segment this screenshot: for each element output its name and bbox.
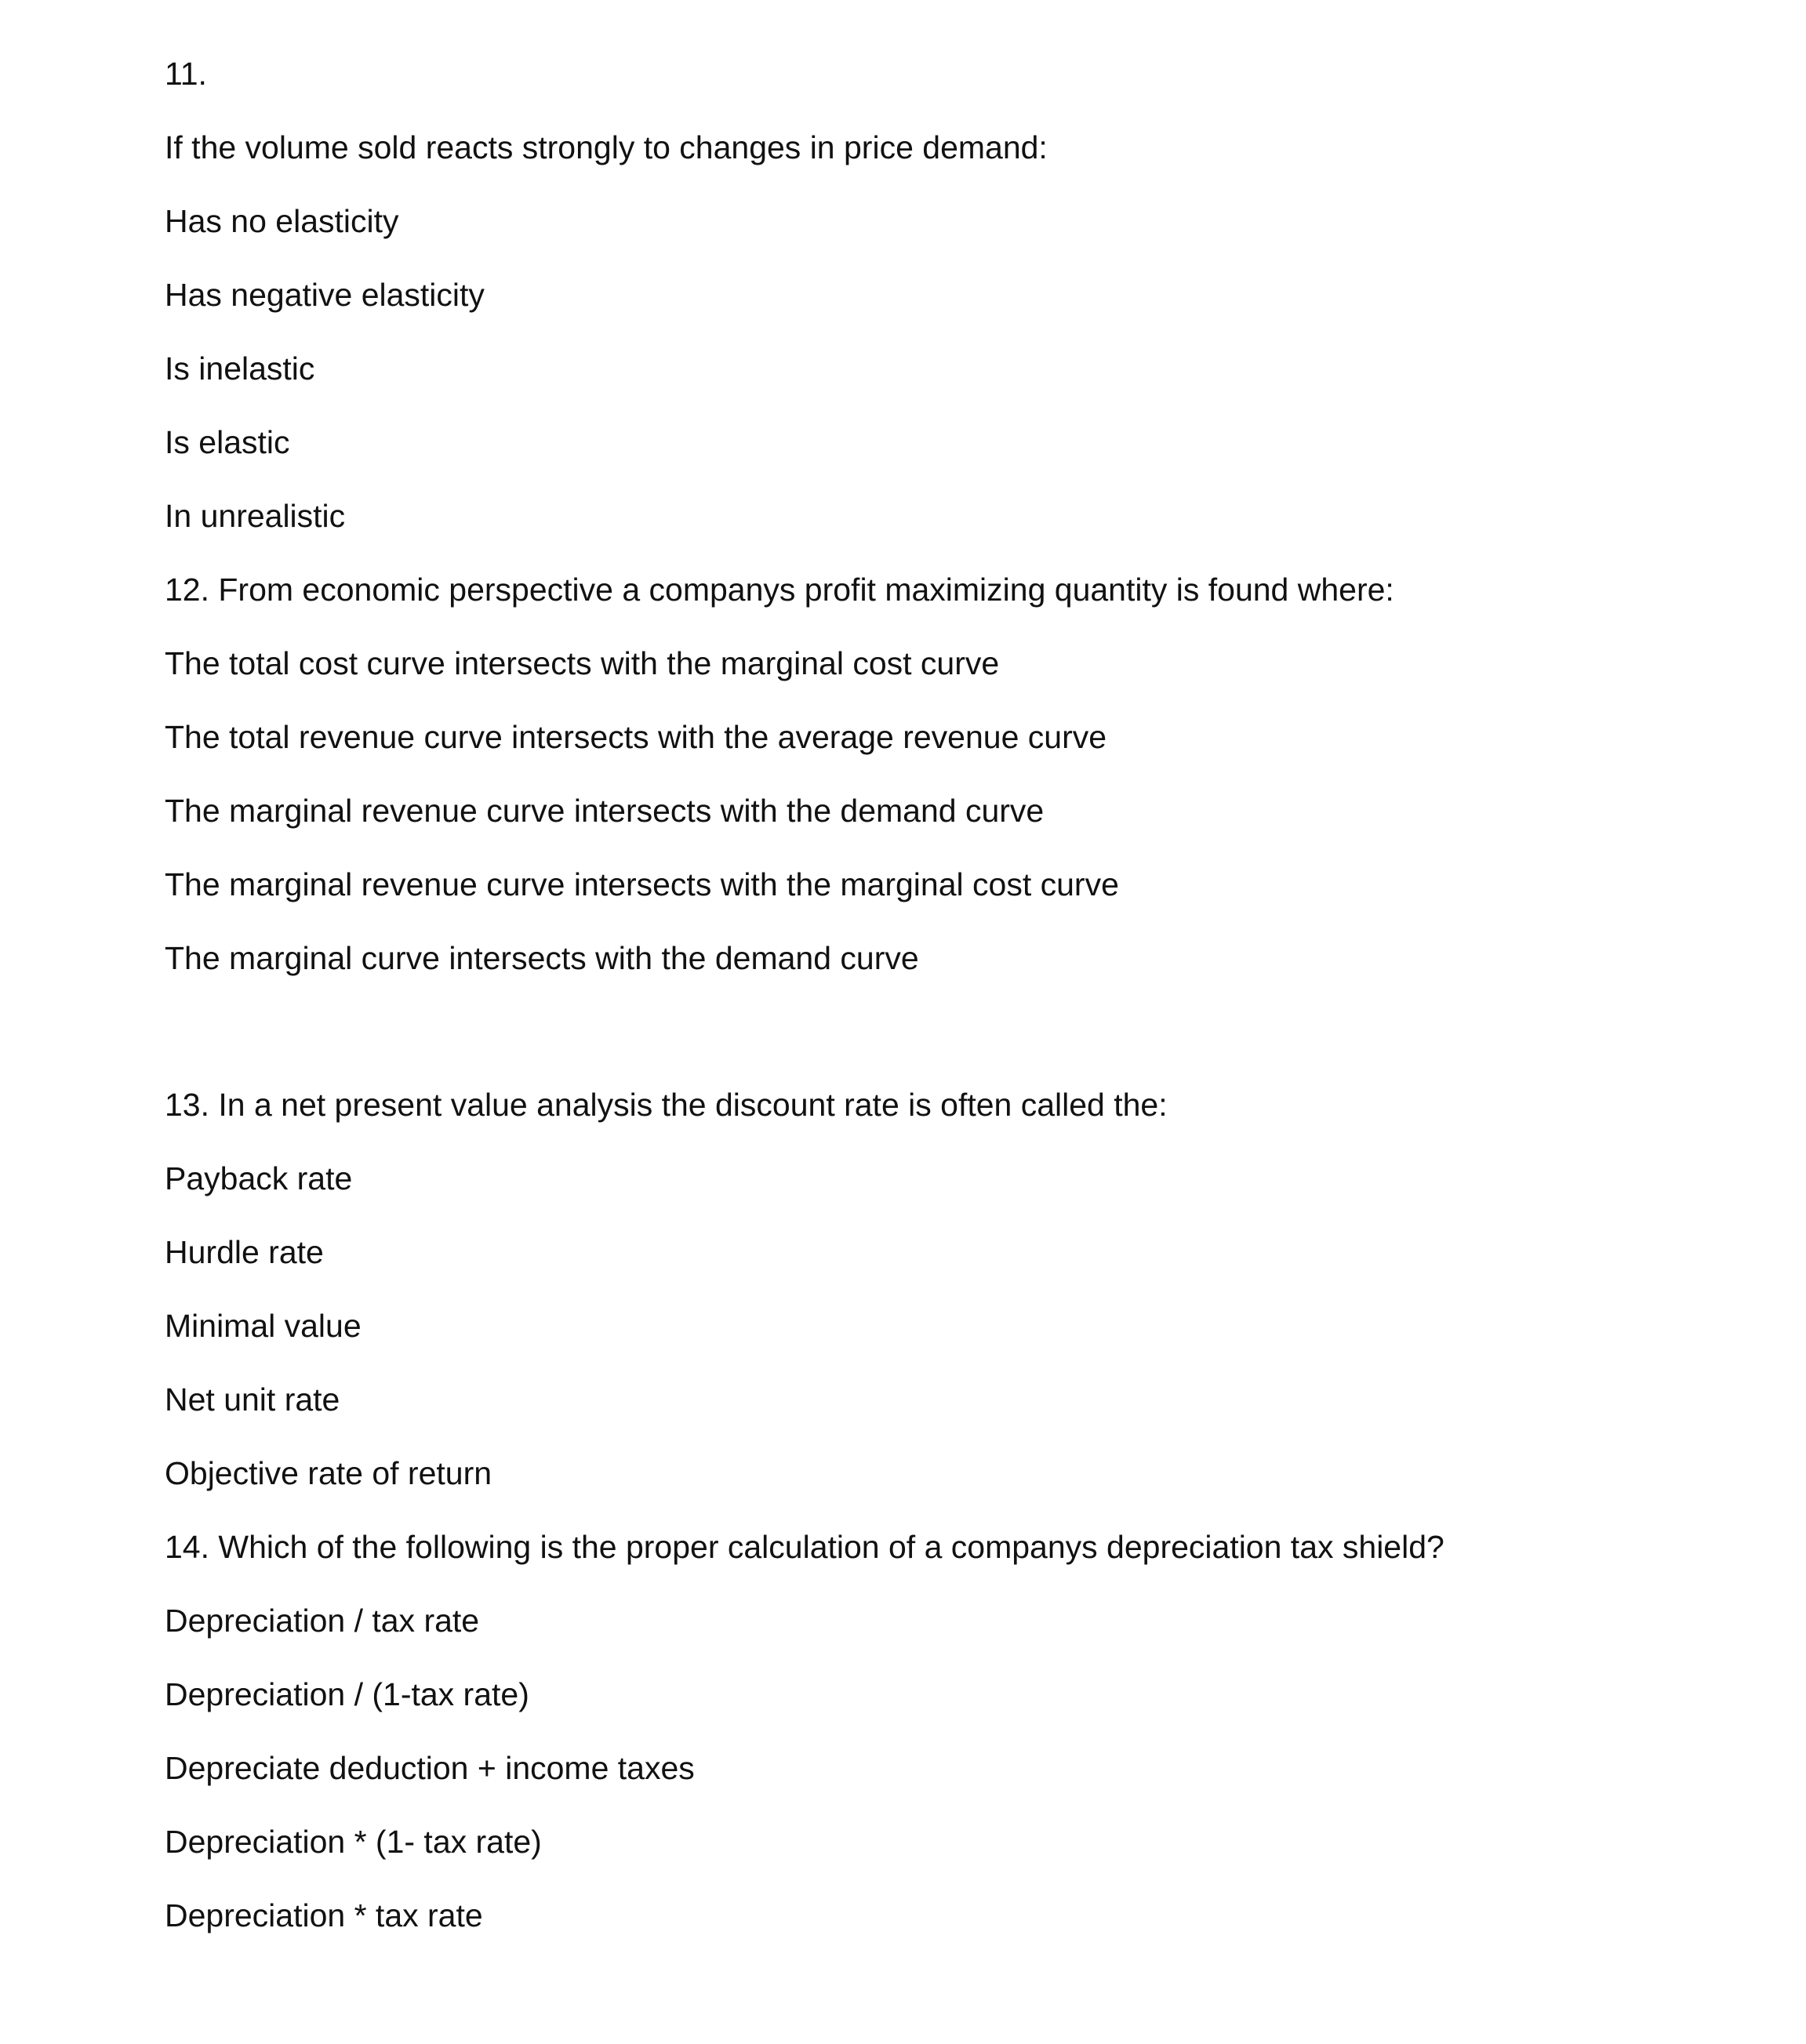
q11-option-2: Has negative elasticity bbox=[165, 277, 485, 313]
q13-option-2: Hurdle rate bbox=[165, 1234, 324, 1270]
q11-option-5: In unrealistic bbox=[165, 498, 346, 534]
q12-question: 12. From economic perspective a companys profit maximizing quantity is found where: bbox=[165, 572, 1394, 608]
q13-option-1: Payback rate bbox=[165, 1160, 353, 1196]
q12-option-2: The total revenue curve intersects with the average revenue curve bbox=[165, 719, 1107, 755]
q13-option-5: Objective rate of return bbox=[165, 1455, 492, 1491]
q13-option-3: Minimal value bbox=[165, 1308, 362, 1344]
q11-option-1: Has no elasticity bbox=[165, 203, 399, 239]
q11-number: 11. bbox=[165, 56, 207, 92]
q12-option-4: The marginal revenue curve intersects with the marginal cost curve bbox=[165, 866, 1119, 902]
q12-option-1: The total cost curve intersects with the marginal cost curve bbox=[165, 645, 1000, 681]
q12-option-5: The marginal curve intersects with the demand curve bbox=[165, 940, 919, 976]
q11-question: If the volume sold reacts strongly to changes in price demand: bbox=[165, 129, 1048, 165]
q13-question: 13. In a net present value analysis the discount rate is often called the: bbox=[165, 1087, 1168, 1123]
q14-option-3: Depreciate deduction + income taxes bbox=[165, 1750, 695, 1786]
q14-question: 14. Which of the following is the proper calculation of a companys depreciation tax shield? bbox=[165, 1529, 1444, 1565]
q12-option-3: The marginal revenue curve intersects with the demand curve bbox=[165, 793, 1045, 829]
q11-option-4: Is elastic bbox=[165, 424, 290, 460]
q14-option-4: Depreciation * (1- tax rate) bbox=[165, 1824, 542, 1860]
q13-option-4: Net unit rate bbox=[165, 1381, 340, 1418]
q14-option-5: Depreciation * tax rate bbox=[165, 1897, 483, 1933]
q14-option-2: Depreciation / (1-tax rate) bbox=[165, 1676, 529, 1712]
q11-option-3: Is inelastic bbox=[165, 350, 315, 387]
q14-option-1: Depreciation / tax rate bbox=[165, 1603, 480, 1639]
